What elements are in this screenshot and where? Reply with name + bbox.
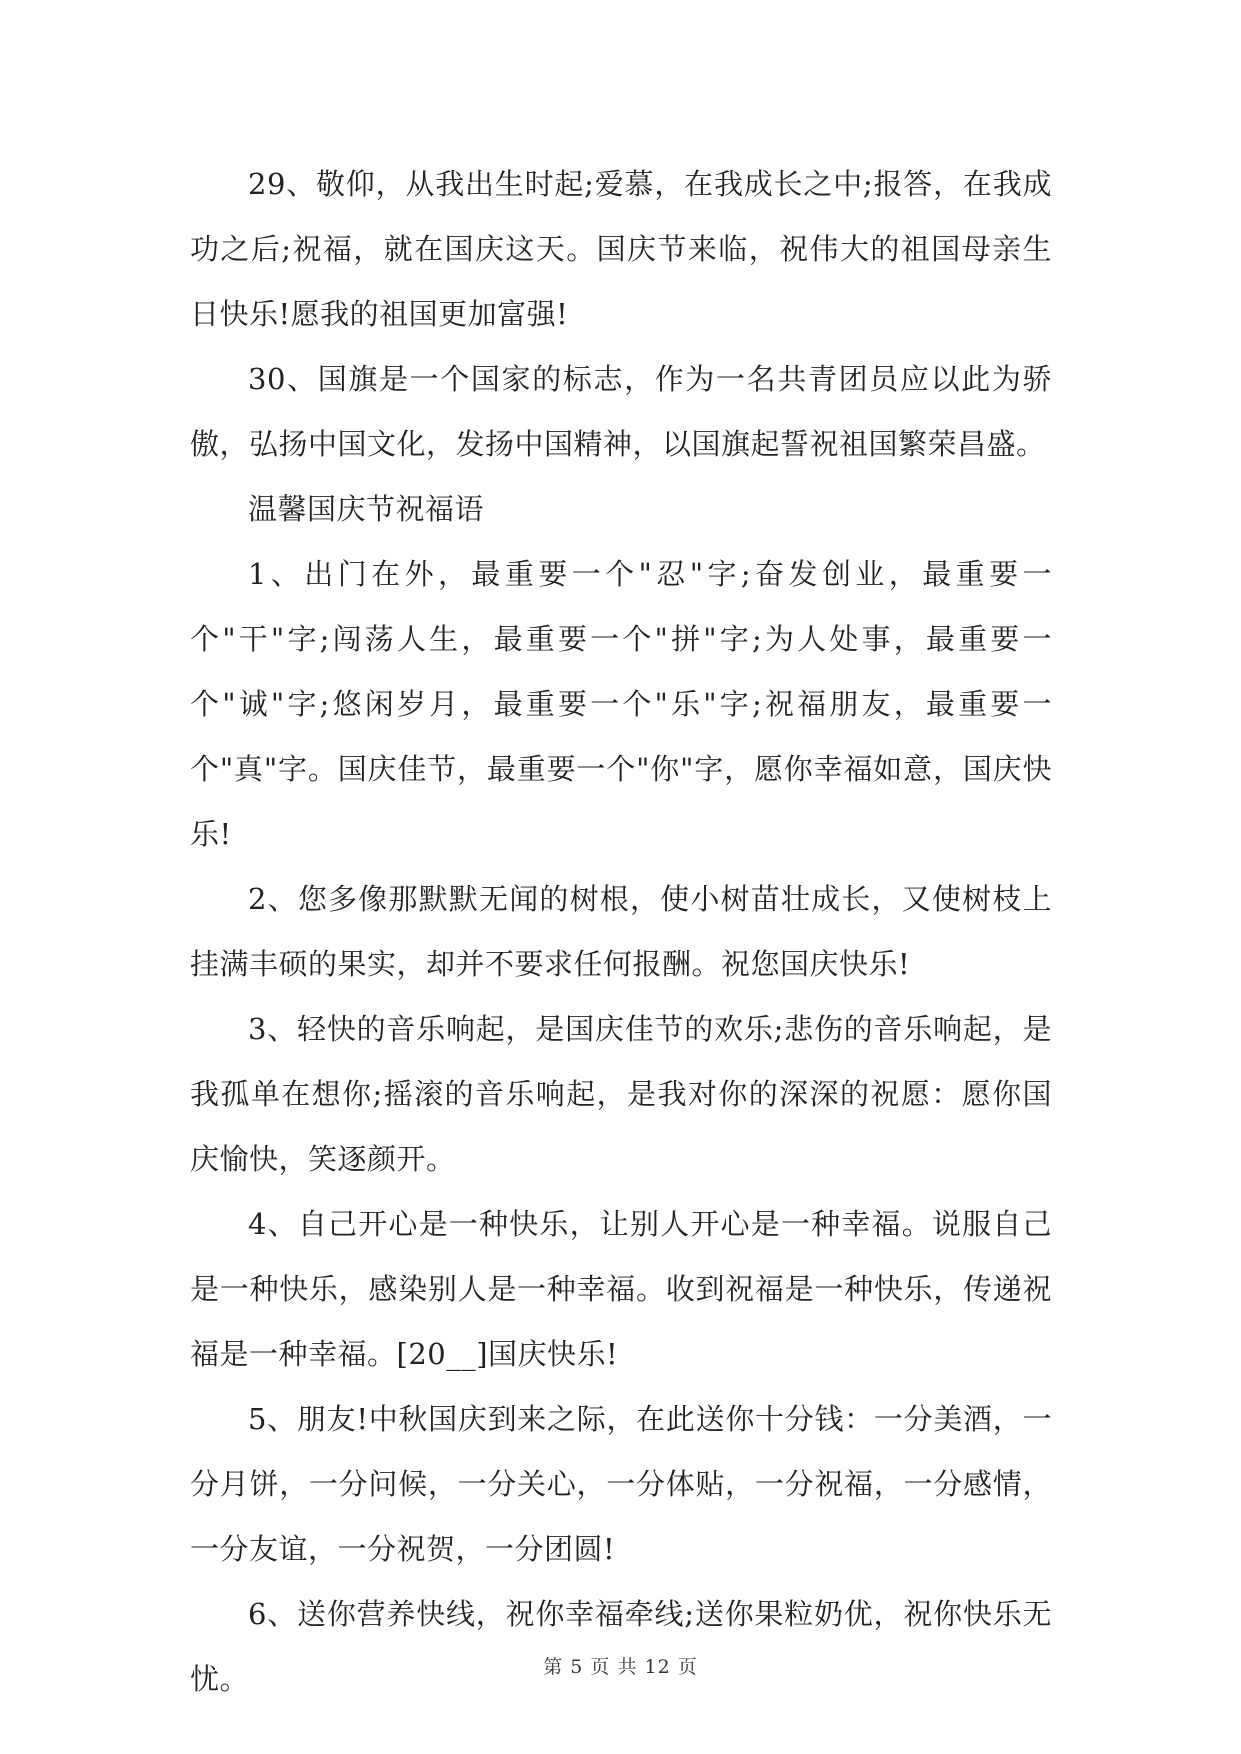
- paragraph-2: 2、您多像那默默无闻的树根，使小树苗壮成长，又使树枝上挂满丰硕的果实，却并不要求任何报酬。祝您国庆快乐!: [190, 882, 1052, 981]
- paragraph-30: 30、国旗是一个国家的标志，作为一名共青团员应以此为骄傲，弘扬中国文化，发扬中国精神，以国旗起誓祝祖国繁荣昌盛。: [190, 362, 1052, 461]
- paragraph-29: 29、敬仰，从我出生时起;爱慕，在我成长之中;报答，在我成功之后;祝福，就在国庆这天。国庆节来临，祝伟大的祖国母亲生日快乐!愿我的祖国更加富强!: [190, 167, 1052, 331]
- document-body: [190, 152, 1052, 1712]
- paragraph-5: 5、朋友!中秋国庆到来之际，在此送你十分钱：一分美酒，一分月饼，一分问候，一分关心，一分体贴，一分祝福，一分感情，一分友谊，一分祝贺，一分团圆!: [190, 1402, 1052, 1566]
- paragraph-4: 4、自己开心是一种快乐，让别人开心是一种幸福。说服自己是一种快乐，感染别人是一种幸福。收到祝福是一种快乐，传递祝福是一种幸福。[20__]国庆快乐!: [190, 1207, 1052, 1371]
- paragraph-3: 3、轻快的音乐响起，是国庆佳节的欢乐;悲伤的音乐响起，是我孤单在想你;摇滚的音乐响起，是我对你的深深的祝愿：愿你国庆愉快，笑逐颜开。: [190, 1012, 1052, 1176]
- page-number-footer: 第 5 页 共 12 页: [543, 1656, 698, 1678]
- paragraph-6: 6、送你营养快线，祝你幸福牵线;送你果粒奶优，祝你快乐无忧。: [190, 1597, 1052, 1696]
- section-heading: 温馨国庆节祝福语: [248, 492, 485, 526]
- paragraph-1: 1、出门在外，最重要一个"忍"字;奋发创业，最重要一个"干"字;闯荡人生，最重要一个"拼"字;为人处事，最重要一个"诚"字;悠闲岁月，最重要一个"乐"字;祝福朋友，最重要一个"真"字。国庆佳节，最重要一个"你"字，愿你幸福如意，国庆快乐!: [190, 557, 1052, 851]
